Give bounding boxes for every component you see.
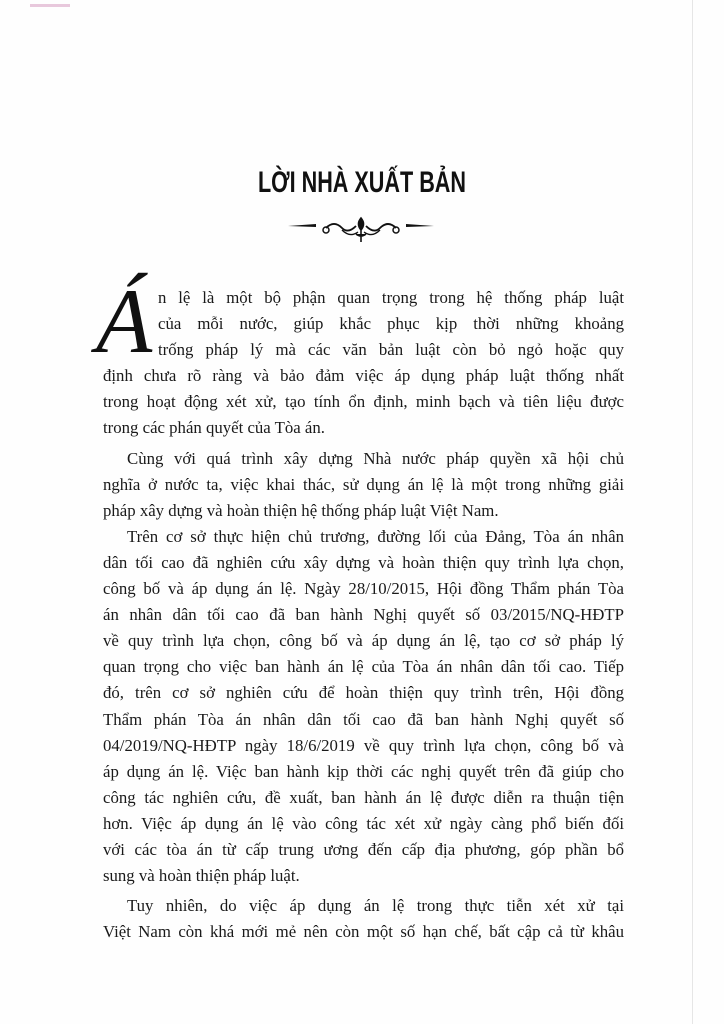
text-line: Thẩm phán Tòa án nhân dân tối cao đã ban hành Nghị quyết số <box>103 709 624 729</box>
text-line: trống pháp lý mà các văn bản luật còn bỏ ngỏ hoặc quy <box>158 340 624 360</box>
text-line: Trên cơ sở thực hiện chủ trương, đường lối của Đảng, Tòa án nhân <box>127 526 624 546</box>
text-line: n lệ là một bộ phận quan trọng trong hệ thống pháp luật <box>158 288 624 307</box>
text-line: hơn. Việc áp dụng án lệ vào công tác xét xử ngày càng phổ biến đối <box>103 813 624 833</box>
text-line: áp dụng án lệ. Việc ban hành kịp thời các nghị quyết trên đã giúp cho <box>103 761 624 781</box>
text-line: Tuy nhiên, do việc áp dụng án lệ trong thực tiễn xét xử tại <box>127 896 624 916</box>
text-line: dân tối cao đã nghiên cứu xây dựng và hoàn thiện quy trình lựa chọn, <box>103 552 624 572</box>
paragraph <box>103 524 624 889</box>
paragraph <box>103 446 624 524</box>
ornament-divider-icon <box>286 216 436 246</box>
text-line: định chưa rõ ràng và bảo đảm việc áp dụng pháp luật thống nhất <box>103 366 624 386</box>
text-line: pháp xây dựng và hoàn thiện hệ thống pháp luật Việt Nam. <box>103 500 499 520</box>
text-line: công tác nghiên cứu, đề xuất, ban hành án lệ được diễn ra thuận tiện <box>103 787 624 807</box>
text-line: nghĩa ở nước ta, việc khai thác, sử dụng án lệ là một trong những giải <box>103 474 624 494</box>
body-text <box>103 285 624 945</box>
text-line: của mỗi nước, giúp khắc phục kịp thời những khoảng <box>158 314 624 334</box>
paragraph <box>103 893 624 945</box>
text-line: trong các phán quyết của Tòa án. <box>103 418 325 438</box>
text-line: Cùng với quá trình xây dựng Nhà nước pháp quyền xã hội chủ <box>127 448 624 468</box>
text-line: án nhân dân tối cao đã ban hành Nghị quyết số 03/2015/NQ-HĐTP <box>103 605 624 625</box>
page-title: LỜI NHÀ XUẤT BẢN <box>257 166 467 199</box>
text-line: trong hoạt động xét xử, tạo tính ổn định, minh bạch và tiên liệu được <box>103 392 624 412</box>
text-line: Việt Nam còn khá mới mẻ nên còn một số hạn chế, bất cập cả từ khâu <box>103 922 624 942</box>
text-line: quan trọng cho việc ban hành án lệ của Tòa án nhân dân tối cao. Tiếp <box>103 657 624 677</box>
text-line: sung và hoàn thiện pháp luật. <box>103 866 300 886</box>
text-line: với các tòa án từ cấp trung ương đến cấp địa phương, góp phần bổ <box>103 839 624 859</box>
text-line: 04/2019/NQ-HĐTP ngày 18/6/2019 về quy trình lựa chọn, công bố và <box>103 735 624 755</box>
page-edge <box>692 0 693 1024</box>
drop-cap: Á <box>96 270 153 372</box>
text-line: về quy trình lựa chọn, công bố và áp dụng án lệ, tạo cơ sở pháp lý <box>103 631 624 651</box>
paragraph <box>103 285 624 442</box>
scan-mark <box>30 4 70 7</box>
text-line: công bố và áp dụng án lệ. Ngày 28/10/2015, Hội đồng Thẩm phán Tòa <box>103 579 624 599</box>
text-line: đó, trên cơ sở nghiên cứu để hoàn thiện quy trình trên, Hội đồng <box>103 683 624 703</box>
